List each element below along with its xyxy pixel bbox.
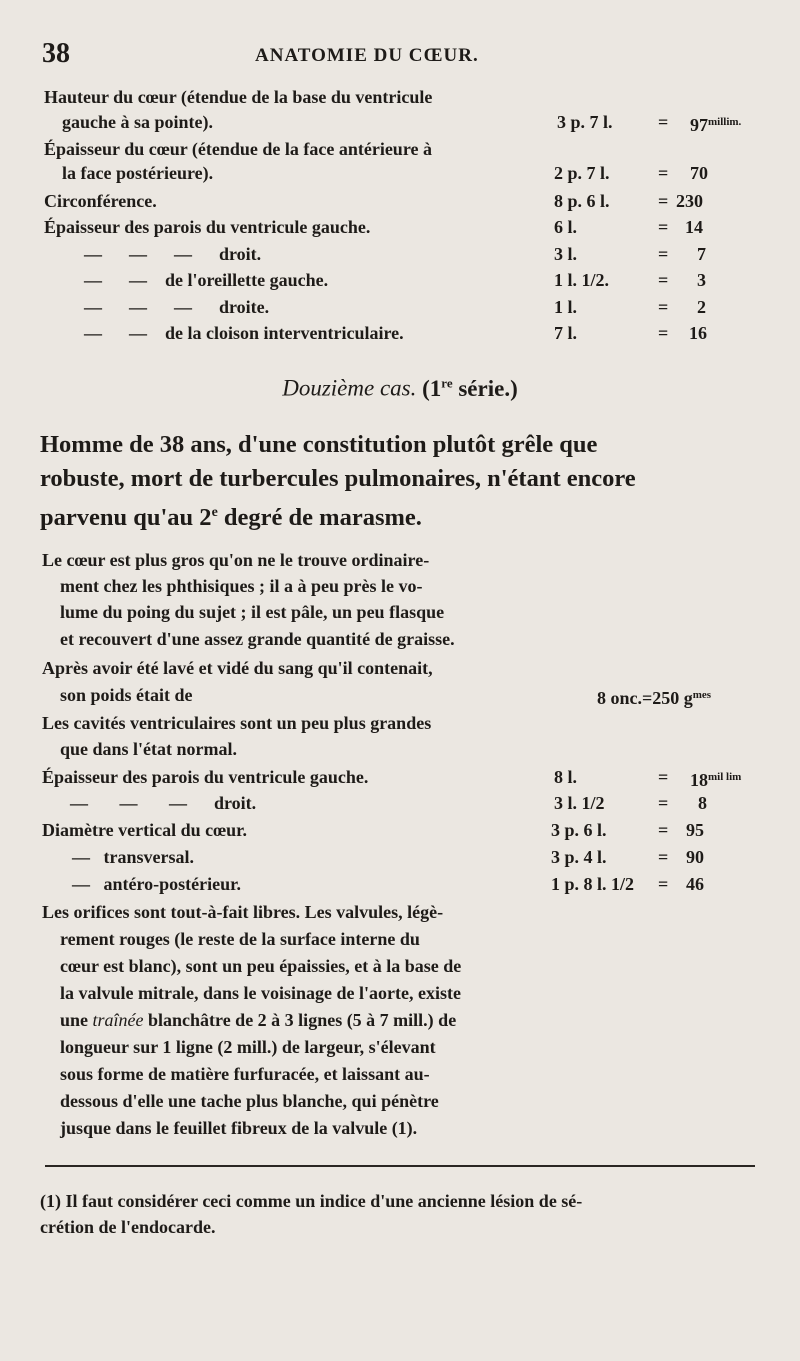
row-label: — — de la cloison interventriculaire.	[84, 323, 404, 343]
text-line: la valvule mitrale, dans le voisinage de l'aorte, existe	[60, 983, 461, 1003]
row-equals: =	[658, 323, 669, 343]
text-line: lume du poing du sujet ; il est pâle, un peu flasque	[60, 602, 445, 622]
row-equals: =	[658, 112, 669, 132]
row-value: 7	[697, 244, 706, 264]
row-measure: 2 p. 7 l.	[554, 163, 610, 183]
table-row	[0, 294, 800, 320]
row-label: gauche à sa pointe).	[62, 112, 214, 132]
row-label: Circonférence.	[44, 191, 157, 211]
page-number: 38	[42, 38, 70, 69]
row-label: la face postérieure).	[62, 163, 214, 183]
row-equals: =	[658, 244, 669, 264]
row-measure: 3 p. 7 l.	[557, 112, 613, 132]
row-value: $18^{mil lim}$	[690, 770, 742, 790]
text-line: rement rouges (le reste de la surface interne du	[60, 929, 420, 949]
running-title: ANATOMIE DU CŒUR.	[255, 45, 479, 66]
table-row: — — — droit. 3 l. 1/2 = 8	[70, 793, 707, 813]
row-label: — — de l'oreillette gauche.	[84, 270, 329, 290]
table-row	[0, 136, 800, 162]
case-series: (1re série.)	[422, 375, 518, 401]
intro-line: Homme de 38 ans, d'une constitution plutôt grêle que	[40, 431, 598, 458]
table-row: — antéro-postérieur. 1 p. 8 l. 1/2 = 46	[72, 874, 704, 894]
text-line: longueur sur 1 ligne (2 mill.) de largeur, s'élevant	[60, 1037, 436, 1057]
footnote-divider	[45, 1165, 755, 1167]
table-row	[0, 267, 800, 293]
text-line: sous forme de matière furfuracée, et laissant au-	[60, 1064, 430, 1084]
text-line: Les cavités ventriculaires sont un peu plus grandes	[42, 713, 432, 733]
table-row: Épaisseur des parois du ventricule gauche. 8 l. = $18^{mil lim}$	[0, 764, 800, 790]
row-value: 70	[690, 163, 708, 183]
text-line: Les orifices sont tout-à-fait libres. Les valvules, légè-	[42, 902, 444, 922]
text-line: cœur est blanc), sont un peu épaissies, et à la base de	[60, 956, 462, 976]
row-measure: 3 l.	[554, 244, 578, 264]
row-measure: 6 l.	[554, 217, 578, 237]
row-equals: =	[658, 270, 669, 290]
text-line: et recouvert d'une assez grande quantité de graisse.	[60, 629, 455, 649]
row-value: 2	[697, 297, 706, 317]
row-value: 14	[685, 217, 703, 237]
table-row: — transversal. 3 p. 4 l. = 90	[72, 847, 704, 867]
row-measure: 7 l.	[554, 323, 578, 343]
row-label: Épaisseur du cœur (étendue de la face antérieure à	[44, 139, 432, 159]
table-row	[0, 84, 800, 110]
text-line: une traînée blanchâtre de 2 à 3 lignes (5 à 7 mill.) de	[60, 1010, 457, 1030]
row-label: Hauteur du cœur (étendue de la base du ventricule	[44, 87, 433, 107]
intro-line: parvenu qu'au 2e degré de marasme.	[40, 504, 422, 532]
row-value: 230	[676, 191, 703, 211]
row-equals: =	[658, 217, 669, 237]
text-line: que dans l'état normal.	[60, 739, 238, 759]
row-measure: 1 l. 1/2.	[554, 270, 610, 290]
row-measure: 8 p. 6 l.	[554, 191, 610, 211]
table-row	[0, 320, 800, 346]
row-value: 16	[689, 323, 707, 343]
intro-line: robuste, mort de turbercules pulmonaires, n'étant encore	[40, 465, 636, 492]
text-line: dessous d'elle une tache plus blanche, qui pénètre	[60, 1091, 439, 1111]
table-row	[0, 109, 800, 135]
row-label: Épaisseur des parois du ventricule gauche.	[44, 217, 371, 237]
table-row	[0, 160, 800, 186]
row-value: 3	[697, 270, 706, 290]
row-label: — — — droite.	[84, 297, 270, 317]
table-row	[0, 214, 800, 240]
row-equals: =	[658, 163, 669, 183]
weight-value: 8 onc.=250 $g^{mes}$	[597, 688, 712, 708]
row-label: — — — droit.	[84, 244, 262, 264]
row-value: $97^{millim.}$	[690, 115, 742, 135]
footnote-line: (1) Il faut considérer ceci comme un indice d'une ancienne lésion de sé-	[40, 1191, 583, 1211]
case-heading	[0, 375, 800, 402]
footnote-line: crétion de l'endocarde.	[40, 1217, 216, 1237]
text-line: Le cœur est plus gros qu'on ne le trouve ordinaire-	[42, 550, 430, 570]
table-row	[0, 188, 800, 214]
table-row	[0, 241, 800, 267]
text-line: son poids était de 8 onc.=250 $g^{mes}$	[0, 682, 800, 708]
text-line: jusque dans le feuillet fibreux de la valvule (1).	[60, 1118, 418, 1138]
row-equals: =	[658, 191, 669, 211]
text-line: Après avoir été lavé et vidé du sang qu'il contenait,	[42, 658, 433, 678]
text-line: ment chez les phthisiques ; il a à peu près le vo-	[60, 576, 423, 596]
case-title: Douzième cas.	[282, 375, 417, 401]
table-row: Diamètre vertical du cœur. 3 p. 6 l. = 95	[42, 820, 704, 840]
row-measure: 1 l.	[554, 297, 578, 317]
row-equals: =	[658, 297, 669, 317]
